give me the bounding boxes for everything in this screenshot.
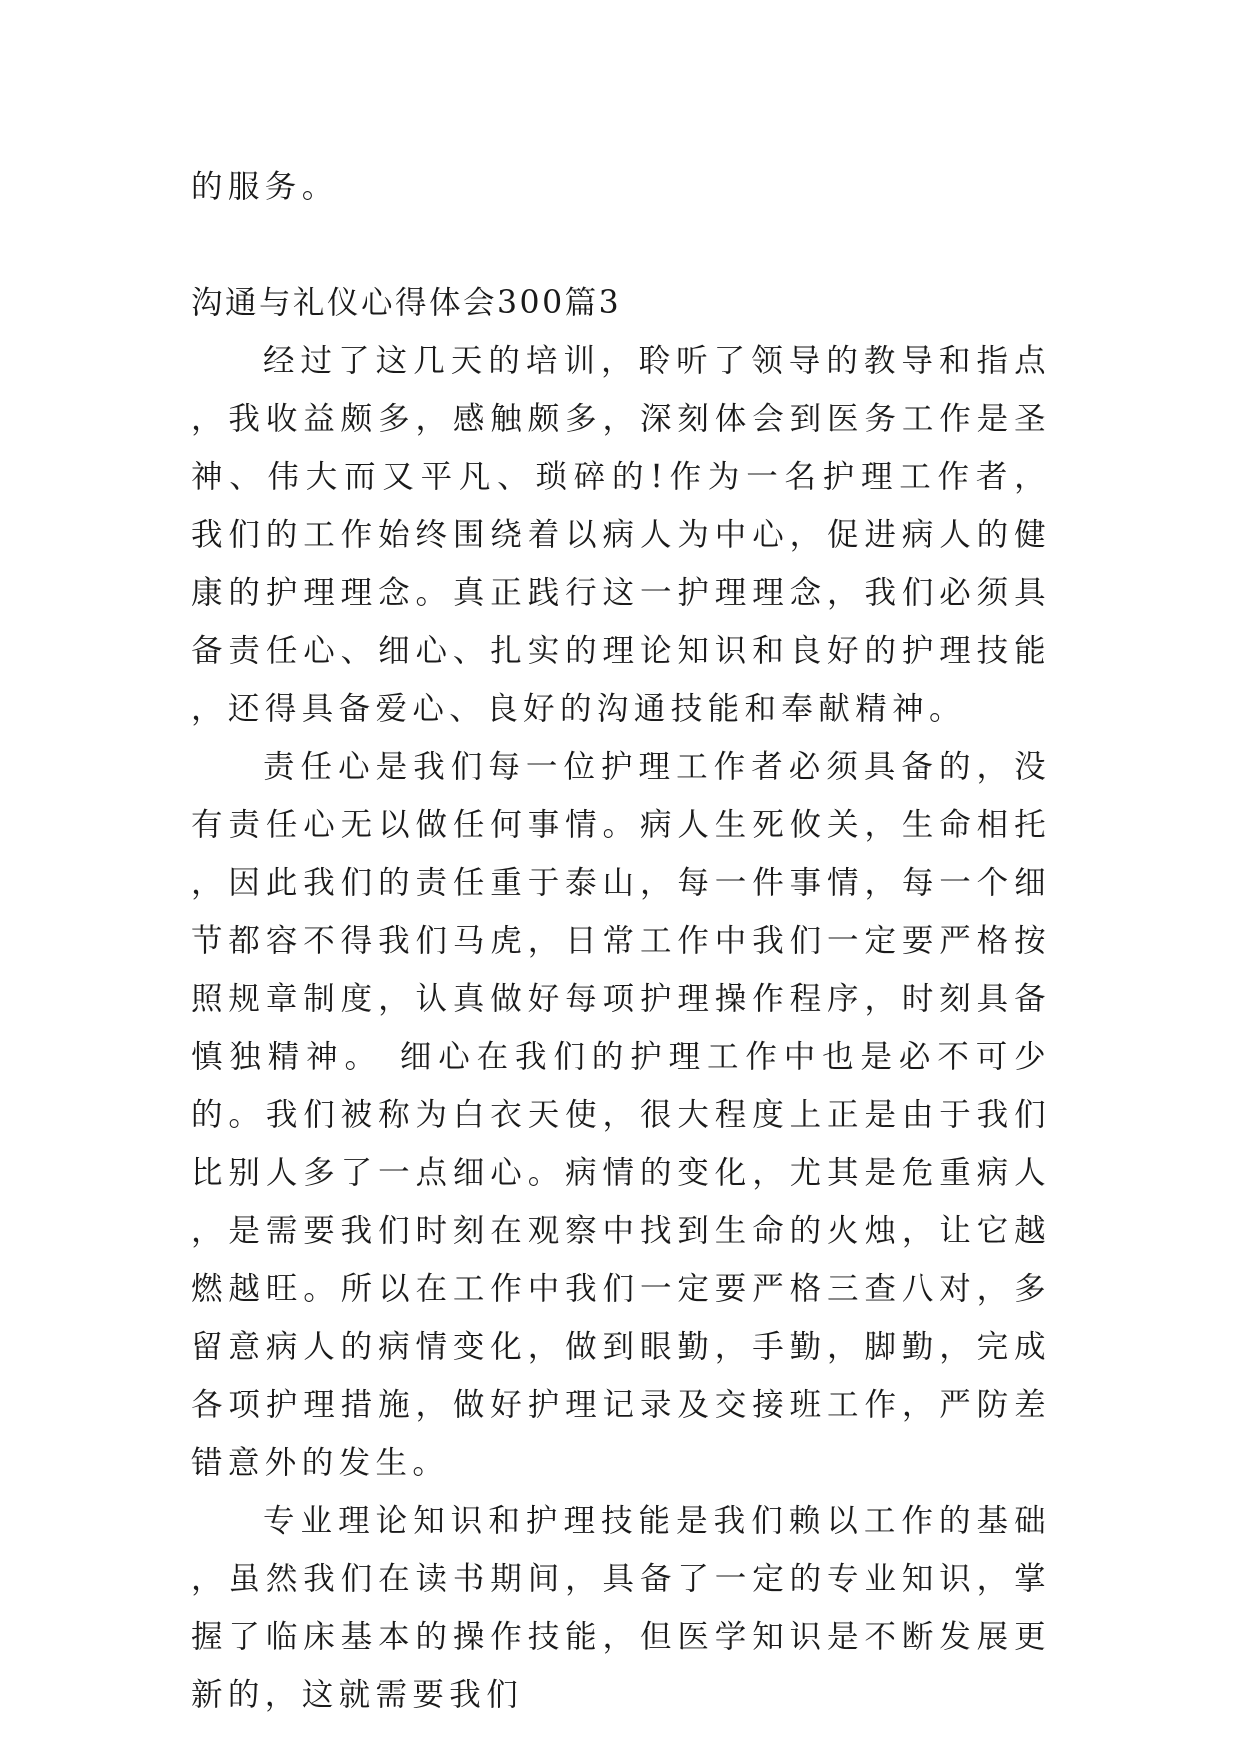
document-body <box>191 158 1051 1724</box>
section-heading: 沟通与礼仪心得体会300篇3 <box>191 285 622 321</box>
continued-text-fragment: 的服务。 <box>191 169 339 205</box>
paragraph-2: 责任心是我们每一位护理工作者必须具备的，没有责任心无以做任何事情。病人生死攸关，生命相托，因此我们的责任重于泰山，每一件事情，每一个细节都容不得我们马虎，日常工作中我们一定要严格按照规章制度，认真做好每项护理操作程序，时刻具备慎独精神。 细心在我们的护理工作中也是必不可少的。我们被称为白衣天使，很大程度上正是由于我们比别人多了一点细心。病情的变化，尤其是危重病人，是需要我们时刻在观察中找到生命的火烛，让它越燃越旺。所以在工作中我们一定要严格三查八对，多留意病人的病情变化，做到眼勤，手勤，脚勤，完成各项护理措施，做好护理记录及交接班工作，严防差错意外的发生。 <box>191 749 1051 1481</box>
paragraph-1: 经过了这几天的培训，聆听了领导的教导和指点，我收益颇多，感触颇多，深刻体会到医务工作是圣神、伟大而又平凡、琐碎的!作为一名护理工作者，我们的工作始终围绕着以病人为中心，促进病人的健康的护理理念。真正践行这一护理理念，我们必须具备责任心、细心、扎实的理论知识和良好的护理技能，还得具备爱心、良好的沟通技能和奉献精神。 <box>191 343 1051 727</box>
paragraph-3: 专业理论知识和护理技能是我们赖以工作的基础，虽然我们在读书期间，具备了一定的专业知识，掌握了临床基本的操作技能，但医学知识是不断发展更新的，这就需要我们 <box>191 1503 1051 1713</box>
